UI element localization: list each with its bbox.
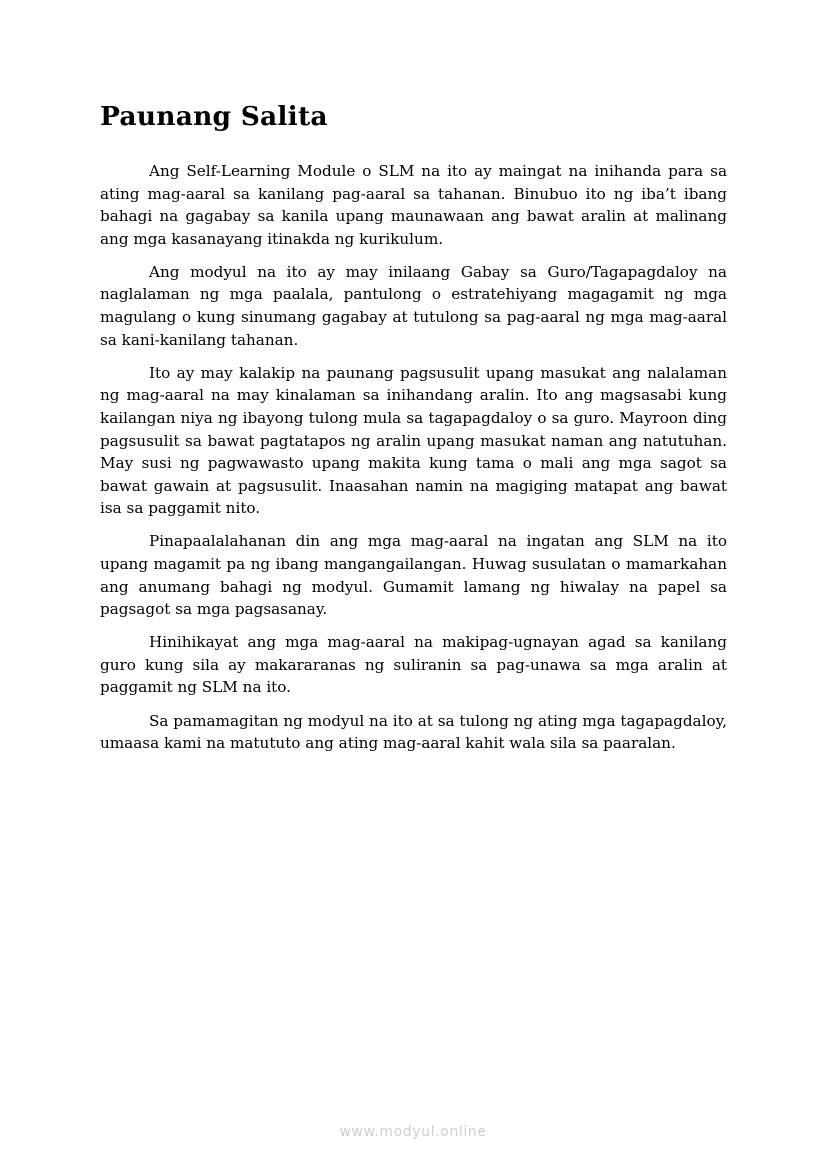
- watermark-text: www.modyul.online: [339, 1124, 487, 1140]
- paragraph-teacher-guide: Ang modyul na ito ay may inilaang Gabay sa Guro/Tagapagdaloy na naglalaman ng mga paalala, pantulong o estratehiyang magagamit ng mga magulang o kung sinumang gagabay at tutulong sa pag-aaral ng mga mag-aaral sa kani-kanilang tahanan.: [100, 262, 727, 349]
- paragraph-care-reminder: Pinapaalalahanan din ang mga mag-aaral na ingatan ang SLM na ito upang magamit pa ng ibang mangangailangan. Huwag susulatan o mamarkahan ang anumang bahagi ng modyul. Gumamit lamang ng hiwalay na papel sa pagsagot sa mga pagsasanay.: [100, 532, 727, 619]
- page-title: Paunang Salita: [100, 101, 328, 132]
- paragraph-assessment: Ito ay may kalakip na paunang pagsusulit upang masukat ang nalalaman ng mag-aaral na may kinalaman sa inihandang aralin. Ito ang magsasabi kung kailangan niya ng ibayong tulong mula sa tagapagdaloy o sa guro. Mayroon ding pagsusulit sa bawat pagtatapos ng aralin upang masukat naman ang natutuhan. May susi ng pagwawasto upang makita kung tama o mali ang mga sagot sa bawat gawain at pagsusulit. Inaasahan namin na magiging matapat ang bawat isa sa paggamit nito.: [100, 363, 727, 518]
- paragraph-encouragement: Hinihikayat ang mga mag-aaral na makipag-ugnayan agad sa kanilang guro kung sila ay makararanas ng suliranin sa pag-unawa sa mga aralin at paggamit ng SLM na ito.: [100, 633, 727, 697]
- document-page: [100, 100, 727, 765]
- paragraph-intro: Ang Self-Learning Module o SLM na ito ay maingat na inihanda para sa ating mag-aaral sa kanilang pag-aaral sa tahanan. Binubuo ito ng iba’t ibang bahagi na gagabay sa kanila upang maunawaan ang bawat aralin at malinang ang mga kasanayang itinakda ng kurikulum.: [100, 162, 727, 248]
- paragraph-closing: Sa pamamagitan ng modyul na ito at sa tulong ng ating mga tagapagdaloy, umaasa kami na matututo ang ating mag-aaral kahit wala sila sa paaralan.: [100, 711, 727, 753]
